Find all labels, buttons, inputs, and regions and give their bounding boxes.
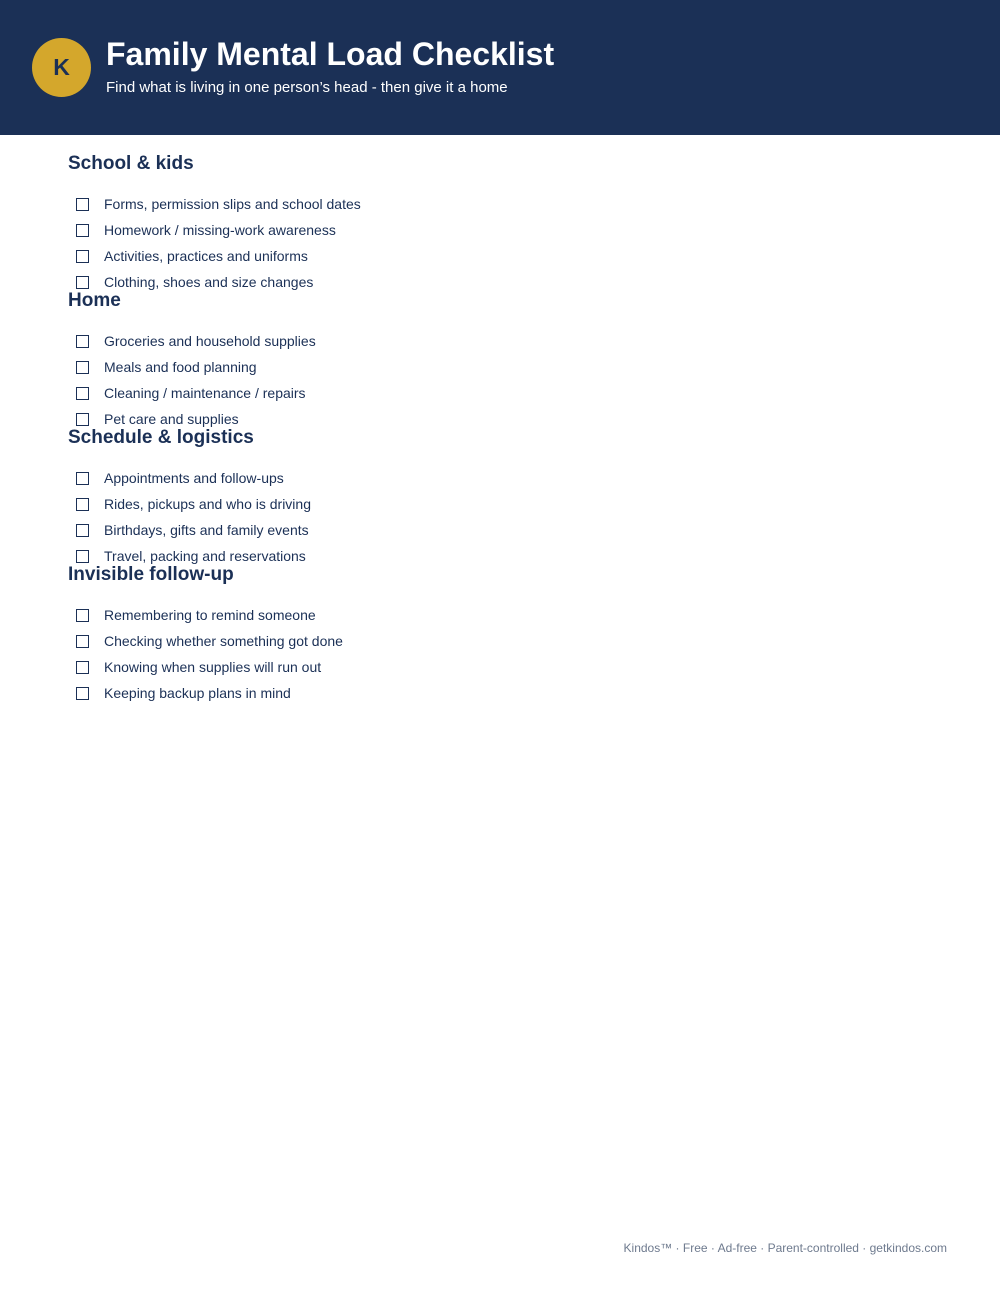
checklist-item-label: Forms, permission slips and school dates: [104, 196, 361, 212]
checklist: [68, 191, 948, 295]
checklist-item-label: Meals and food planning: [104, 359, 257, 375]
checklist-item: [68, 243, 948, 269]
checklist-item: [68, 680, 948, 706]
checklist-item: [68, 491, 948, 517]
checklist-item: [68, 217, 948, 243]
footer-text: Kindos™ · Free · Ad-free · Parent-controlled · getkindos.com: [623, 1241, 947, 1255]
checkbox[interactable]: [76, 276, 89, 289]
page-title: Family Mental Load Checklist: [106, 36, 555, 72]
checklist-item: [68, 465, 948, 491]
checklist-item: [68, 517, 948, 543]
checklist: [68, 465, 948, 569]
checkbox[interactable]: [76, 198, 89, 211]
section-title: Home: [68, 290, 121, 311]
checklist-item-label: Activities, practices and uniforms: [104, 248, 308, 264]
checklist-item: [68, 354, 948, 380]
checklist-item-label: Rides, pickups and who is driving: [104, 496, 311, 512]
checklist-item: [68, 328, 948, 354]
section-school-kids: [68, 152, 948, 295]
checklist-item-label: Appointments and follow-ups: [104, 470, 284, 486]
checkbox[interactable]: [76, 498, 89, 511]
checklist-item-label: Keeping backup plans in mind: [104, 685, 291, 701]
checklist-item-label: Homework / missing-work awareness: [104, 222, 336, 238]
checklist-item-label: Birthdays, gifts and family events: [104, 522, 309, 538]
section-title: Schedule & logistics: [68, 427, 254, 448]
checkbox[interactable]: [76, 609, 89, 622]
checklist-item-label: Groceries and household supplies: [104, 333, 316, 349]
checklist-item-label: Travel, packing and reservations: [104, 548, 306, 564]
checklist-content: [68, 152, 948, 706]
checkbox[interactable]: [76, 635, 89, 648]
checklist: [68, 328, 948, 432]
checklist-item-label: Remembering to remind someone: [104, 607, 316, 623]
checkbox[interactable]: [76, 387, 89, 400]
checklist-item-label: Checking whether something got done: [104, 633, 343, 649]
checklist: [68, 602, 948, 706]
section-title: Invisible follow-up: [68, 564, 234, 585]
section-title: School & kids: [68, 153, 194, 174]
checkbox[interactable]: [76, 224, 89, 237]
checklist-item-label: Pet care and supplies: [104, 411, 239, 427]
checklist-item: [68, 628, 948, 654]
logo-badge: K: [32, 38, 91, 97]
checkbox[interactable]: [76, 550, 89, 563]
section-schedule-logistics: [68, 426, 948, 569]
checkbox[interactable]: [76, 361, 89, 374]
checkbox[interactable]: [76, 335, 89, 348]
section-home: [68, 289, 948, 432]
checklist-item-label: Clothing, shoes and size changes: [104, 274, 314, 290]
checkbox[interactable]: [76, 413, 89, 426]
checklist-item: [68, 602, 948, 628]
checkbox[interactable]: [76, 661, 89, 674]
checkbox[interactable]: [76, 687, 89, 700]
checkbox[interactable]: [76, 472, 89, 485]
page-subtitle: Find what is living in one person’s head - then give it a home: [106, 79, 508, 96]
checklist-item: [68, 191, 948, 217]
checklist-item: [68, 654, 948, 680]
checklist-item-label: Knowing when supplies will run out: [104, 659, 322, 675]
section-invisible-follow-up: [68, 563, 948, 706]
checkbox[interactable]: [76, 524, 89, 537]
checkbox[interactable]: [76, 250, 89, 263]
checklist-item-label: Cleaning / maintenance / repairs: [104, 385, 306, 401]
checklist-item: [68, 380, 948, 406]
header-banner: [0, 0, 1000, 135]
